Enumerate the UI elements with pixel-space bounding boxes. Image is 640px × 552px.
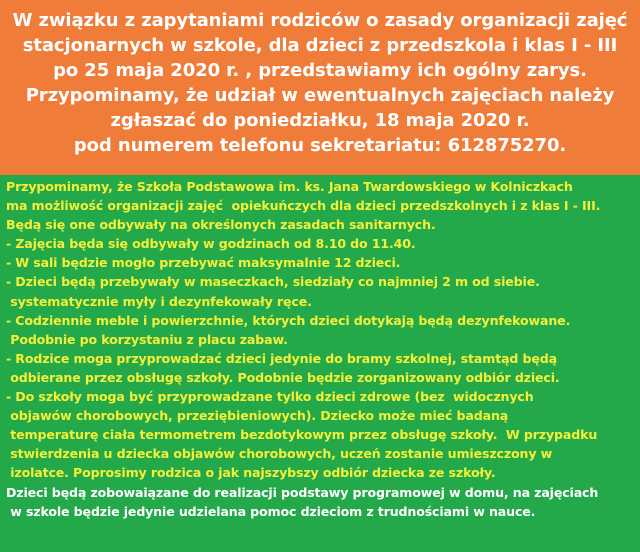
notice-body bbox=[0, 175, 640, 552]
body-line: odbierane przez obsługę szkoły. Podobnie będzie zorganizowany odbiór dzieci. bbox=[6, 369, 560, 385]
body-line: Przypominamy, że Szkoła Podstawowa im. ks. Jana Twardowskiego w Kolniczkach bbox=[6, 179, 573, 194]
body-line: Podobnie po korzystaniu z placu zabaw. bbox=[6, 331, 288, 347]
body-line: objawów chorobowych, przeziębieniowych). Dziecko może mieć badaną bbox=[6, 408, 509, 424]
body-line: - W sali będzie mogło przebywać maksymalnie 12 dzieci. bbox=[6, 255, 401, 271]
body-line-white: w szkole będzie jedynie udzielana pomoc dzieciom z trudnościami w nauce. bbox=[6, 503, 536, 519]
header-line: pod numerem telefonu sekretariatu: 612875270. bbox=[73, 135, 567, 156]
body-line: - Do szkoły moga być przyprowadzane tylko dzieci zdrowe (bez widocznych bbox=[6, 389, 534, 405]
header-line: zgłaszać do poniedziałku, 18 maja 2020 r. bbox=[110, 110, 530, 131]
body-line: ma możliwość organizacji zajęć opiekuńczych dla dzieci przedszkolnych i z klas I - III. bbox=[6, 198, 601, 214]
header-line: W związku z zapytaniami rodziców o zasady organizacji zajęć bbox=[12, 10, 628, 31]
body-line: stwierdzenia u dziecka objawów chorobowych, uczeń zostanie umieszczony w bbox=[6, 446, 553, 462]
body-line-white: Dzieci będą zobowaiązane do realizacji podstawy programowej w domu, na zajęciach bbox=[6, 484, 599, 500]
body-line: - Zajęcia będa się odbywały w godzinach od 8.10 do 11.40. bbox=[6, 236, 416, 252]
header-line: stacjonarnych w szkole, dla dzieci z przedszkola i klas I - III bbox=[22, 35, 618, 56]
body-line: Będą się one odbywały na określonych zasadach sanitarnych. bbox=[6, 217, 436, 233]
header-line: po 25 maja 2020 r. , przedstawiamy ich ogólny zarys. bbox=[53, 60, 587, 81]
body-line: systematycznie myły i dezynfekowały ręce. bbox=[6, 293, 312, 309]
body-line: izolatce. Poprosimy rodzica o jak najszybszy odbiór dziecka ze szkoły. bbox=[6, 465, 496, 481]
body-line: - Dzieci będą przebywały w maseczkach, siedziały co najmniej 2 m od siebie. bbox=[6, 274, 540, 290]
notice-header bbox=[0, 0, 640, 175]
body-line: temperaturę ciała termometrem bezdotykowym przez obsługę szkoły. W przypadku bbox=[6, 427, 598, 443]
header-line: Przypominamy, że udział w ewentualnych zajęciach należy bbox=[25, 85, 615, 106]
body-line: - Codziennie meble i powierzchnie, których dzieci dotykają będą dezynfekowane. bbox=[6, 312, 571, 328]
body-line: - Rodzice moga przyprowadzać dzieci jedynie do bramy szkolnej, stamtąd będą bbox=[6, 350, 558, 366]
